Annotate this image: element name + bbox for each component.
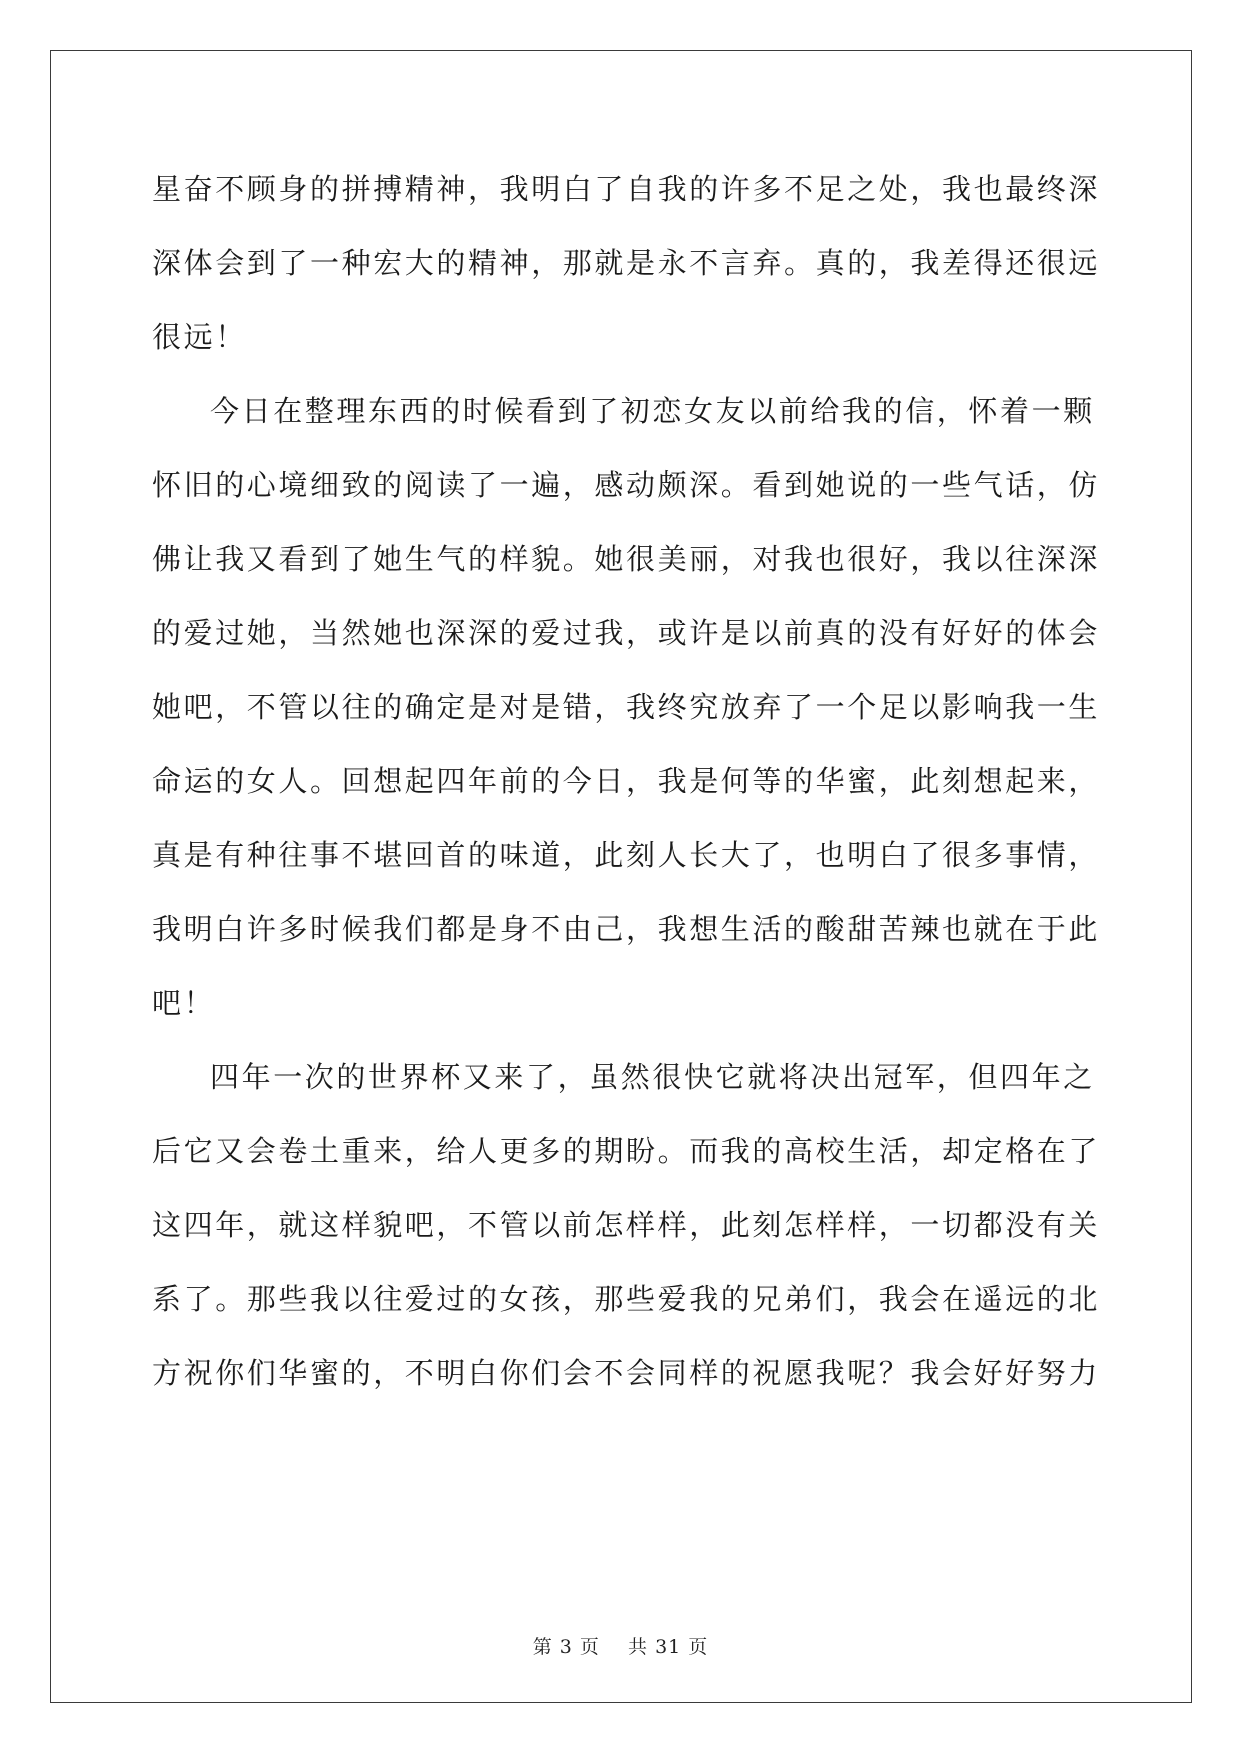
paragraph-3-line-3: 这四年，就这样貌吧，不管以前怎样样，此刻怎样样，一切都没有关: [152, 1208, 1101, 1242]
paragraph-2-line-4: 的爱过她，当然她也深深的爱过我，或许是以前真的没有好好的体会: [152, 616, 1101, 650]
paragraph-3-line-2: 后它又会卷土重来，给人更多的期盼。而我的高校生活，却定格在了: [152, 1134, 1101, 1168]
paragraph-3-line-1: 四年一次的世界杯又来了，虽然很快它就将决出冠军，但四年之: [210, 1060, 1095, 1094]
paragraph-3-line-4: 系了。那些我以往爱过的女孩，那些爱我的兄弟们，我会在遥远的北: [152, 1282, 1101, 1316]
paragraph-2-line-8: 我明白许多时候我们都是身不由己，我想生活的酸甜苦辣也就在于此: [152, 912, 1101, 946]
footer-spacer: [600, 1636, 628, 1658]
paragraph-2-line-3: 佛让我又看到了她生气的样貌。她很美丽，对我也很好，我以往深深: [152, 542, 1101, 576]
paragraph-2-line-2: 怀旧的心境细致的阅读了一遍，感动颇深。看到她说的一些气话，仿: [152, 468, 1101, 502]
paragraph-2-line-1: 今日在整理东西的时候看到了初恋女友以前给我的信，怀着一颗: [210, 394, 1095, 428]
paragraph-2-line-5: 她吧，不管以往的确定是对是错，我终究放弃了一个足以影响我一生: [152, 690, 1101, 724]
paragraph-2-line-9: 吧！: [152, 986, 216, 1020]
paragraph-1-line-2: 深体会到了一种宏大的精神，那就是永不言弃。真的，我差得还很远: [152, 246, 1101, 280]
paragraph-1-line-1: 星奋不顾身的拼搏精神，我明白了自我的许多不足之处，我也最终深: [152, 172, 1101, 206]
document-body: [152, 152, 1101, 1410]
paragraph-3-line-5: 方祝你们华蜜的，不明白你们会不会同样的祝愿我呢？我会好好努力: [152, 1356, 1101, 1390]
page-footer: [0, 1632, 1241, 1659]
total-pages: 共 31 页: [628, 1636, 709, 1658]
paragraph-1-line-3: 很远！: [152, 320, 247, 354]
page-number: 第 3 页: [532, 1636, 600, 1658]
paragraph-2-line-6: 命运的女人。回想起四年前的今日，我是何等的华蜜，此刻想起来，: [152, 764, 1101, 798]
paragraph-2-line-7: 真是有种往事不堪回首的味道，此刻人长大了，也明白了很多事情，: [152, 838, 1101, 872]
